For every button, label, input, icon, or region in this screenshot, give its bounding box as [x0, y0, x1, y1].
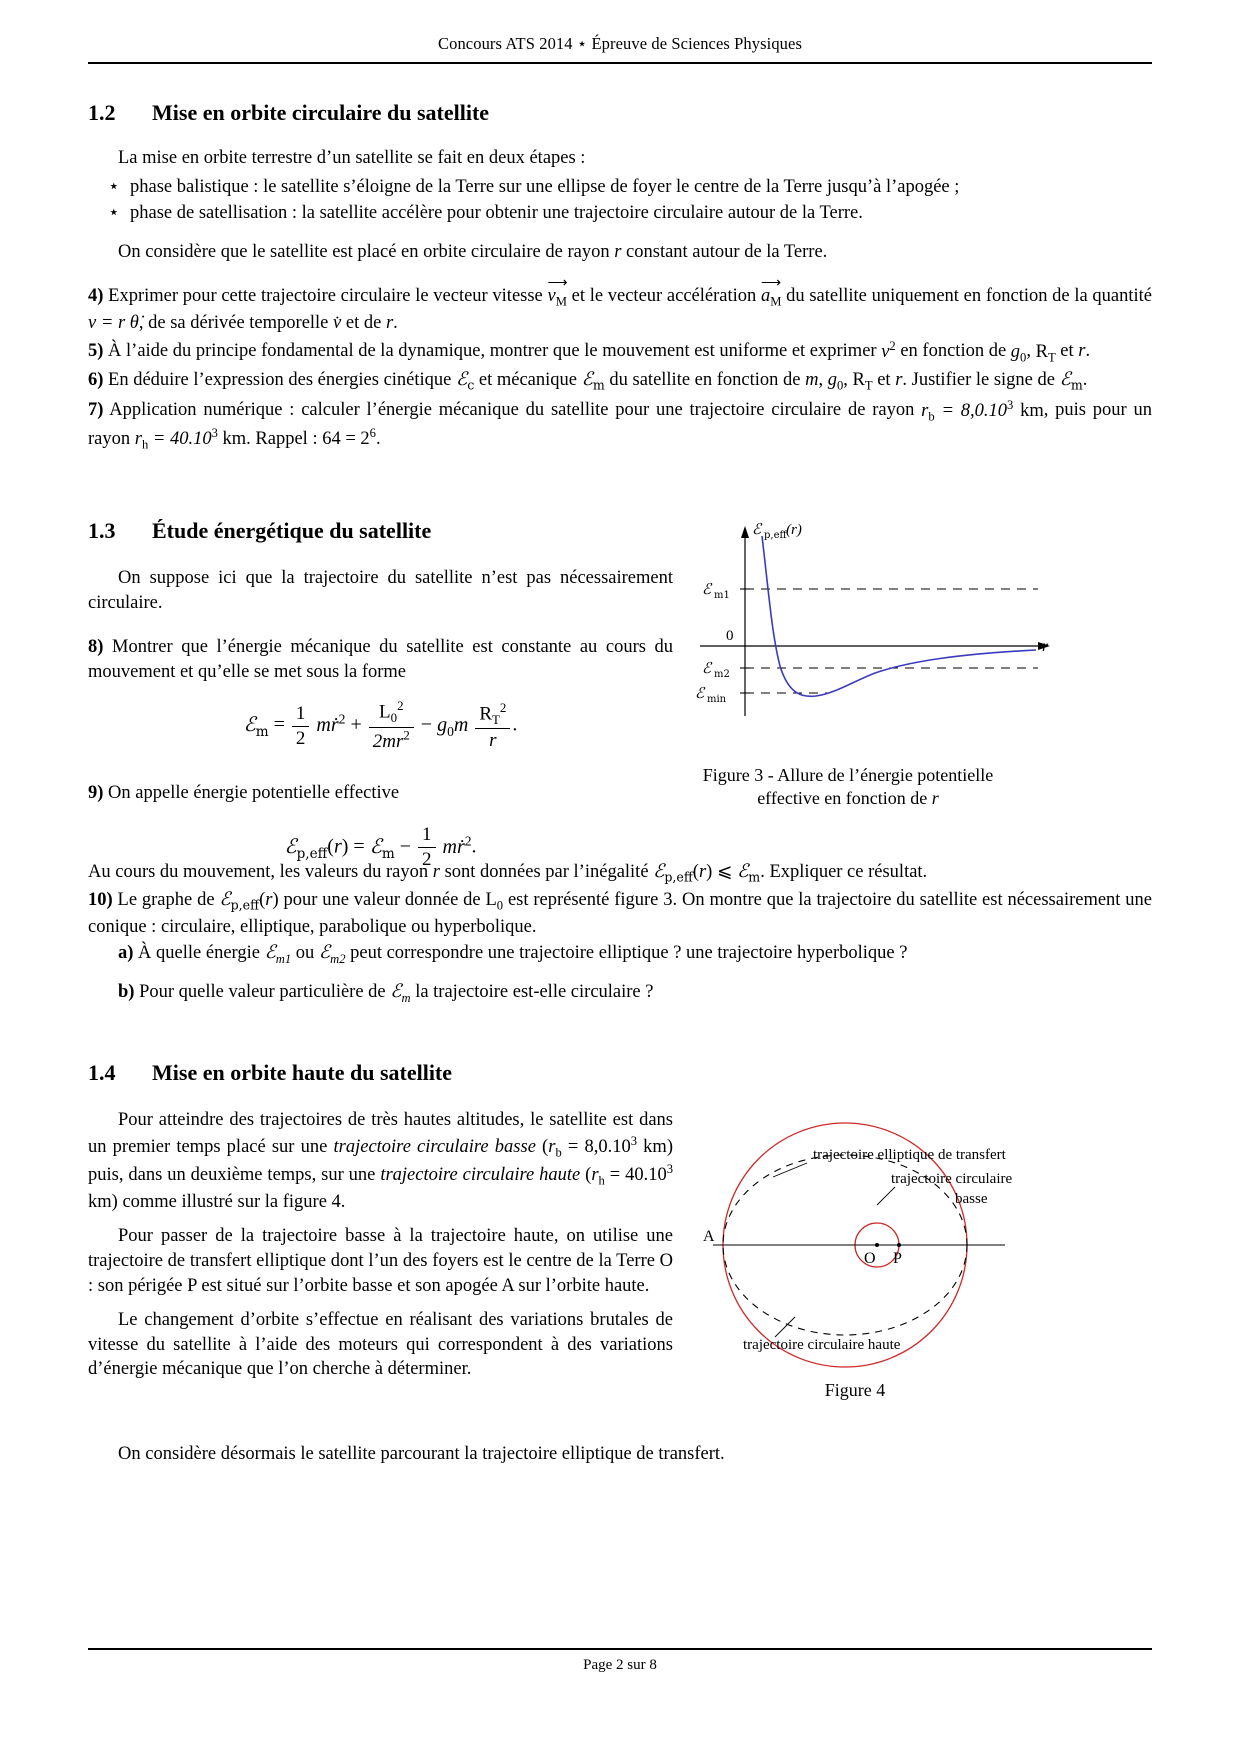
- s14-p1-b: puis, dans un deuxième temps, sur une: [88, 1165, 376, 1186]
- q9-after-c: . Expliquer ce résultat.: [760, 862, 928, 882]
- running-head: Concours ATS 2014 ⋆ Épreuve de Sciences Physiques: [438, 34, 802, 53]
- symbol-ec: ℰ$_c$: [456, 368, 475, 393]
- question-10-text-c: est représenté figure 3. On montre que la trajectoire du satellite est nécessairement une conique : circulaire, elliptique, parabolique ou hyperbolique.: [88, 890, 1153, 937]
- heading-1-4-number: 1.4: [88, 1060, 116, 1085]
- s14-paragraph-3: Le changement d’orbite s’effectue en réalisant des variations brutales de vitesse du satellite à l’aide des moteurs qui correspondent à des variations d’énergie mécanique que l’on cherche à déterminer.: [88, 1310, 673, 1380]
- svg-text:m1: m1: [714, 590, 730, 601]
- question-5: 5) À l’aide du principe fondamental de la dynamique, montrer que le mouvement est uniforme et exprimer $v^2$ en fonction de $g_0$, $R_T$ et r.: [88, 338, 1091, 365]
- svg-text:P: P: [893, 1250, 902, 1267]
- question-10a-text-b: ou: [295, 943, 315, 964]
- svg-text:min: min: [707, 694, 727, 705]
- question-6-label: 6): [88, 369, 104, 390]
- svg-text:m2: m2: [714, 669, 730, 680]
- figure-4: [655, 1105, 1055, 1390]
- question-8: [88, 635, 673, 684]
- question-4-text-a: Exprimer pour cette trajectoire circulaire le vecteur vitesse: [108, 286, 543, 307]
- section-1-2: [88, 100, 1152, 453]
- header-rule: [88, 62, 1152, 64]
- question-4-text-c: du satellite uniquement en fonction de la quantité: [786, 286, 1153, 307]
- s12-bullet-list: [88, 175, 1152, 226]
- heading-1-2-number: 1.2: [88, 100, 116, 125]
- question-7-text-a: Application numérique : calculer l’énergie mécanique du satellite pour une trajectoire circulaire de rayon: [109, 400, 915, 421]
- s13-intro: On suppose ici que la trajectoire du satellite n’est pas nécessairement circulaire.: [88, 568, 673, 613]
- list-item: [108, 175, 1152, 200]
- s14-paragraph-2: Pour passer de la trajectoire basse à la trajectoire haute, on utilise une trajectoire de transfert elliptique dont l’un des foyers est le centre de la Terre O : son périgée P est situé sur l’orbite basse et son apogée A sur l’orbite haute.: [88, 1226, 673, 1296]
- s14-p1-em1: trajectoire circulaire basse: [333, 1136, 536, 1157]
- footer-rule: [88, 1648, 1152, 1650]
- figure-3-plot: [640, 516, 1060, 746]
- symbol-v2: $v^2$: [881, 338, 896, 362]
- q9-after-a: Au cours du mouvement, les valeurs du rayon: [88, 862, 429, 882]
- question-9-text: On appelle énergie potentielle effective: [108, 782, 400, 803]
- vector-a-m: ⟶ $a_M$: [760, 276, 782, 310]
- section-1-4-final: [88, 1442, 1152, 1467]
- symbol-g0: $g_0$: [1010, 341, 1027, 365]
- question-10a-label: a): [118, 943, 134, 964]
- question-9-label: 9): [88, 782, 104, 803]
- s14-p1-a: Pour atteindre des trajectoires de très hautes altitudes, le satellite est dans un premier temps placé sur une: [88, 1110, 673, 1157]
- heading-1-2-title: Mise en orbite circulaire du satellite: [152, 100, 490, 125]
- s12-intro: La mise en orbite terrestre d’un satellite se fait en deux étapes :: [118, 148, 586, 168]
- value-rb: $r_b = 8,0.10^3$ km: [921, 397, 1044, 424]
- page-footer: Page 2 sur 8: [583, 1657, 657, 1673]
- s14-p1-c: comme illustré sur la figure 4.: [122, 1191, 346, 1212]
- question-10-text-b: pour une valeur donnée de: [283, 890, 481, 911]
- question-6-text-a: En déduire l’expression des énergies cinétique: [108, 369, 452, 390]
- question-10b-text-a: Pour quelle valeur particulière de: [139, 981, 386, 1002]
- question-7-text-c: . Rappel :: [246, 429, 318, 450]
- q9-after-b: sont données par l’inégalité: [444, 862, 649, 882]
- symbol-vdot: v̇: [333, 312, 342, 333]
- heading-1-2: [88, 100, 1152, 126]
- s14-p1-em2: trajectoire circulaire haute: [380, 1165, 581, 1186]
- question-10-text-a: Le graphe de: [117, 890, 215, 911]
- svg-text:basse: basse: [955, 1191, 988, 1207]
- s14-final: On considère désormais le satellite parcourant la trajectoire elliptique de transfert.: [118, 1444, 725, 1464]
- formula-em: ℰ$_m$ = $\frac{1}{2}$ mṙ$^2$ + $\frac{L_0^2}{2mr^2}$ − $g_0m$ $\frac{R_T^2}{r}$ .: [243, 698, 518, 752]
- question-4-label: 4): [88, 286, 104, 307]
- svg-text:ℰ: ℰ: [695, 684, 705, 702]
- question-6-text-e: . Justifier le signe de: [902, 369, 1055, 390]
- question-7-label: 7): [88, 400, 104, 421]
- question-6: 6) En déduire l’expression des énergies cinétique ℰ$_c$ et mécanique ℰ$_m$ du satellite en fonction de m, $g_0$, $R_T$ et r. Justifier le signe de ℰ$_m$.: [88, 368, 1088, 393]
- heading-1-3-number: 1.3: [88, 518, 116, 543]
- question-8-text: Montrer que l’énergie mécanique du satellite est constante au cours du mouvement et qu’elle se met sous la forme: [88, 637, 674, 682]
- heading-1-3-title: Étude énergétique du satellite: [152, 518, 432, 543]
- question-4-text-d: , de sa dérivée temporelle: [138, 312, 329, 333]
- question-6-text-c: du satellite en fonction de: [609, 369, 801, 390]
- question-10a-text-c: peut correspondre une trajectoire elliptique ? une trajectoire hyperbolique ?: [350, 943, 908, 964]
- question-6-text-d: et: [877, 369, 891, 390]
- figure-4-caption: Figure 4: [824, 1380, 886, 1400]
- symbol-r: r: [385, 312, 394, 333]
- question-10a: a) À quelle énergie ℰ$_{m1}$ ou ℰ$_{m2}$ peut correspondre une trajectoire elliptique ? une trajectoire hyperbolique ?: [118, 942, 908, 967]
- question-10a-text-a: À quelle énergie: [138, 943, 260, 964]
- svg-text:A: A: [703, 1228, 715, 1245]
- symbol-r2: r: [1078, 341, 1086, 362]
- question-8-label: 8): [88, 637, 104, 658]
- question-9: [88, 781, 673, 806]
- formula-ep-eff: ℰ$_{p,eff}$(r) = ℰ$_m$ − $\frac{1}{2}$ mṙ$^2$.: [284, 824, 477, 870]
- svg-text:ℰ: ℰ: [752, 520, 762, 538]
- value-rh: $r_h = 40.10^3$ km: [134, 425, 247, 452]
- question-10b-text-b: la trajectoire est-elle circulaire ?: [415, 981, 654, 1002]
- figure-4-plot: [655, 1105, 1055, 1385]
- value-64: $64 = 2^6$: [322, 425, 376, 450]
- svg-text:trajectoire circulaire haute: trajectoire circulaire haute: [743, 1337, 901, 1353]
- figure-3: [640, 516, 1060, 751]
- list-item: [108, 201, 1152, 226]
- question-10: 10) Le graphe de ℰ$_{p,eff}$(r) pour une valeur donnée de $L_0$ est représenté figure 3. On montre que la trajectoire du satellite est nécessairement une conique : circulaire, elliptique, parabolique ou hyperbolique.: [88, 889, 1153, 937]
- question-6-text-b: et mécanique: [478, 369, 577, 390]
- s12-after: On considère que le satellite est placé en orbite circulaire de rayon r constant autour de la Terre.: [118, 241, 828, 262]
- question-7: 7) Application numérique : calculer l’énergie mécanique du satellite pour une trajectoire circulaire de rayon $r_b = 8,0.10^3$ km, puis pour un rayon $r_h = 40.10^3$ km. Rappel : $64 = 2^6$.: [88, 397, 1153, 452]
- svg-text:(r): (r): [786, 522, 802, 538]
- svg-text:trajectoire circulaire: trajectoire circulaire: [891, 1171, 1013, 1187]
- svg-text:0: 0: [726, 628, 734, 644]
- question-7-text-b: , puis pour un rayon: [88, 400, 1153, 450]
- list-item-text: phase de satellisation : la satellite accélère pour obtenir une trajectoire circulaire autour de la Terre.: [130, 203, 863, 224]
- star-icon: ⋆: [108, 203, 120, 224]
- question-5-text-a: À l’aide du principe fondamental de la dynamique, montrer que le mouvement est uniforme et exprimer: [108, 341, 877, 362]
- question-9-after: Au cours du mouvement, les valeurs du rayon r sont données par l’inégalité ℰ$_{p,eff}$(r) ⩽ ℰ$_m$. Expliquer ce résultat.: [88, 861, 928, 885]
- question-10b: b) Pour quelle valeur particulière de ℰ$_m$ la trajectoire est-elle circulaire ?: [118, 980, 654, 1005]
- symbol-rt: $R_T$: [1035, 341, 1056, 365]
- svg-text:r: r: [1042, 638, 1049, 655]
- question-4: 4) Exprimer pour cette trajectoire circulaire le vecteur vitesse ⟶ $v_M$ et le vecteur accélération ⟶ $a_M$ du satellite uniquement en fonction de la quantité v = r θ̇, de sa dérivée temporelle v̇ et de r.: [88, 276, 1153, 333]
- figure-3-caption: Figure 3 - Allure de l’énergie potentielle effective en fonction de r: [702, 765, 994, 809]
- star-icon: ⋆: [108, 176, 120, 197]
- heading-1-4: [88, 1060, 1152, 1086]
- vector-v-m: ⟶ $v_M$: [547, 276, 568, 310]
- s14-paragraph-1: Pour atteindre des trajectoires de très hautes altitudes, le satellite est dans un premier temps placé sur une trajectoire circulaire basse ($r_b = 8,0.10^3$ km) puis, dans un deuxième temps, sur une trajectoire circulaire haute ($r_h = 40.10^3$ km) comme illustré sur la figure 4.: [88, 1110, 674, 1212]
- svg-text:p,eff: p,eff: [764, 530, 787, 541]
- svg-text:ℰ: ℰ: [702, 659, 712, 677]
- question-5-label: 5): [88, 341, 104, 362]
- question-4-text-b: et le vecteur accélération: [571, 286, 757, 307]
- formula-v-r-theta: v = r θ̇: [88, 312, 139, 333]
- list-item-text: phase balistique : le satellite s’éloigne de la Terre sur une ellipse de foyer le centre de la Terre jusqu’à l’apogée ;: [130, 176, 960, 197]
- symbol-em: ℰ$_m$: [581, 368, 605, 393]
- heading-1-4-title: Mise en orbite haute du satellite: [152, 1060, 453, 1085]
- question-10-label: 10): [88, 890, 113, 911]
- question-4-text-e: et de: [345, 312, 382, 333]
- svg-text:trajectoire elliptique de tran: trajectoire elliptique de transfert: [813, 1147, 1006, 1163]
- question-5-text-b: en fonction de: [900, 341, 1007, 362]
- question-10b-label: b): [118, 981, 135, 1002]
- svg-text:ℰ: ℰ: [702, 580, 712, 598]
- svg-text:O: O: [864, 1250, 876, 1267]
- section-1-3-cont: [88, 860, 1152, 1006]
